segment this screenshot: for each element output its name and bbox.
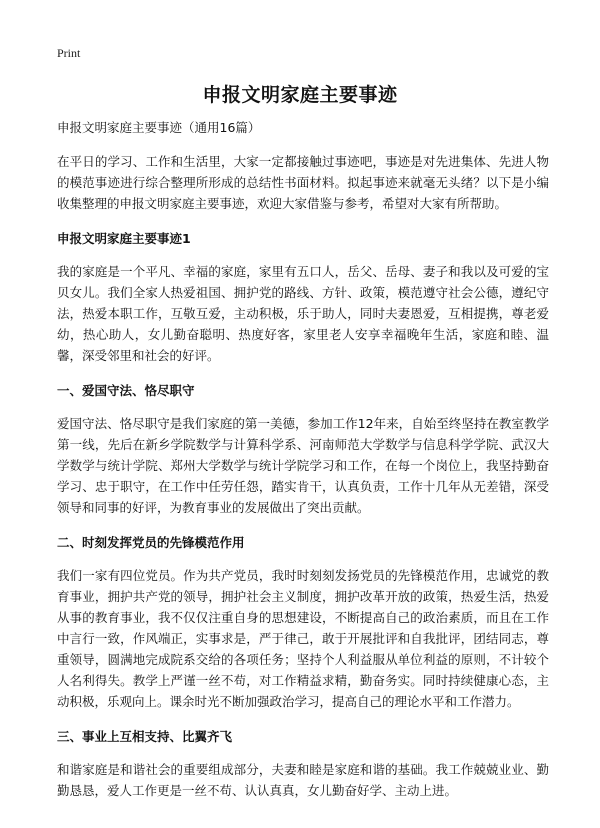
document-body xyxy=(57,117,549,801)
intro-paragraph: 在平日的学习、工作和生活里，大家一定都接触过事迹吧，事迹是对先进集体、先进人物的模范事迹进行综合整理所形成的总结性书面材料。拟起事迹来就毫无头绪？以下是小编收集整理的申报文明家庭主要事迹，欢迎大家借鉴与参考，希望对大家有所帮助。 xyxy=(57,154,549,211)
article-intro-paragraph: 我的家庭是一个平凡、幸福的家庭，家里有五口人，岳父、岳母、妻子和我以及可爱的宝贝女儿。我们全家人热爱祖国、拥护党的路线、方针、政策，模范遵守社会公德，遵纪守法，热爱本职工作，互敬互爱，主动积极，乐于助人，同时夫妻恩爱，互相提携，尊老爱幼，热心助人，女儿勤奋聪明、热度好客，家里老人安享幸福晚年生活，家庭和睦、温馨，深受邻里和社会的好评。 xyxy=(57,264,549,363)
page-title: 申报文明家庭主要事迹 xyxy=(202,84,398,106)
spacer xyxy=(57,712,549,726)
section-body-3: 和谐家庭是和谐社会的重要组成部分，夫妻和睦是家庭和谐的基础。我工作兢兢业业、勤勤恳恳，爱人工作更是一丝不苟、认认真真，女儿勤奋好学、主动上进。 xyxy=(57,762,549,798)
section-heading-3: 三、事业上互相支持、比翼齐飞 xyxy=(57,729,233,744)
spacer xyxy=(57,249,549,261)
spacer xyxy=(57,553,549,565)
print-link[interactable]: Print xyxy=(57,46,81,60)
spacer xyxy=(57,401,549,413)
article-heading: 申报文明家庭主要事迹1 xyxy=(57,231,191,246)
spacer xyxy=(57,518,549,532)
spacer xyxy=(57,214,549,228)
section-heading-1: 一、爱国守法、恪尽职守 xyxy=(57,383,195,398)
section-body-2: 我们一家有四位党员。作为共产党员，我时时刻刻发扬党员的先锋模范作用，忠诚党的教育事业，拥护共产党的领导，拥护社会主义制度，拥护改革开放的政策，热爱生活，热爱从事的教育事业，我不仅仅注重自身的思想建设，不断提高自己的政治素质，而且在工作中言行一致，作风端正，实事求是，严于律己，敢于开展批评和自我批评，团结同志，尊重领导，圆满地完成院系交给的各项任务；坚持个人利益服从单位利益的原则，不计较个人名利得失。教学上严谨一丝不苟，对工作精益求精，勤奋务实。同时持续健康心态，主动积极，乐观向上。课余时光不断加强政治学习，提高自己的理论水平和工作潜力。 xyxy=(57,568,549,709)
spacer xyxy=(57,366,549,380)
spacer xyxy=(57,747,549,759)
document-subtitle: 申报文明家庭主要事迹（通用16篇） xyxy=(57,120,261,135)
section-heading-2: 二、时刻发挥党员的先锋模范作用 xyxy=(57,535,245,550)
section-body-1: 爱国守法、恪尽职守是我们家庭的第一美德，参加工作12年来，自始至终坚持在教室教学第一线，先后在新乡学院数学与计算科学系、河南师范大学数学与信息科学学院、武汉大学数学与统计学院、郑州大学数学与统计学院学习和工作，在每一个岗位上，我坚持勤奋学习、忠于职守，在工作中任劳任怨，踏实肯干，认真负责，工作十几年从无差错，深受领导和同事的好评，为教育事业的发展做出了突出贡献。 xyxy=(57,416,549,515)
